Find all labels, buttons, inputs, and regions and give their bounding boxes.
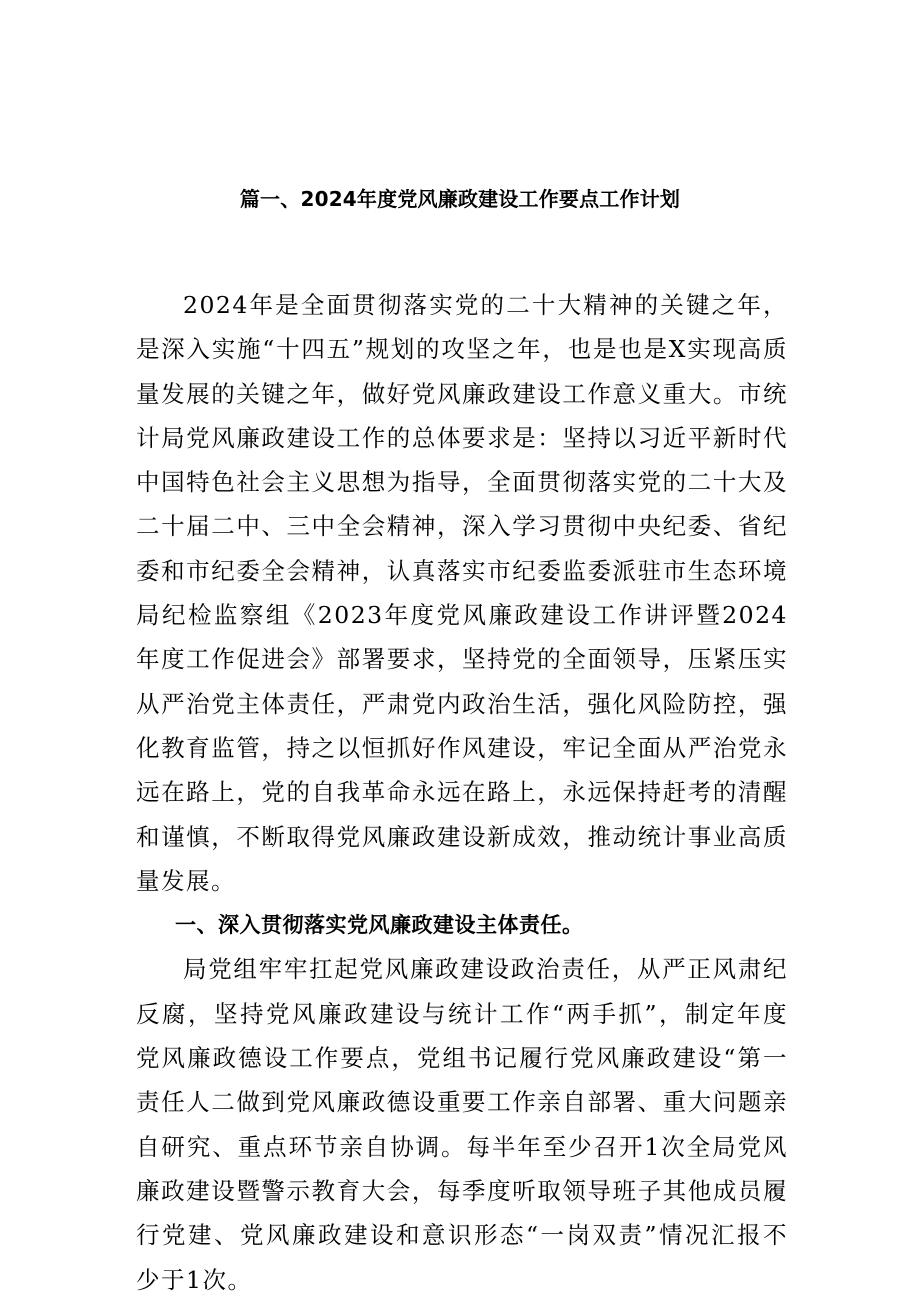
section-heading: 一、深入贯彻落实党风廉政建设主体责任。 <box>175 913 584 938</box>
document-body <box>136 283 788 1302</box>
intro-paragraph: 2024年是全面贯彻落实党的二十大精神的关键之年，是深入实施“十四五”规划的攻坚之年，也是也是X实现高质量发展的关键之年，做好党风廉政建设工作意义重大。市统计局党风廉政建设工作的总体要求是：坚持以习近平新时代中国特色社会主义思想为指导，全面贯彻落实党的二十大及二十届二中、三中全会精神，深入学习贯彻中央纪委、省纪委和市纪委全会精神，认真落实市纪委监委派驻市生态环境局纪检监察组《2023年度党风廉政建设工作讲评暨2024年度工作促进会》部署要求，坚持党的全面领导，压紧压实从严治党主体责任，严肃党内政治生活，强化风险防控，强化教育监管，持之以恒抓好作风建设，牢记全面从严治党永远在路上，党的自我革命永远在路上，永远保持赶考的清醒和谨慎，不断取得党风廉政建设新成效，推动统计事业高质量发展。 <box>136 291 788 895</box>
section-paragraph: 局党组牢牢扛起党风廉政建设政治责任，从严正风肃纪反腐，坚持党风廉政建设与统计工作“两手抓”，制定年度党风廉政德设工作要点，党组书记履行党风廉政建设“第一责任人二做到党风廉政德设重要工作亲自部署、重大问题亲自研究、重点环节亲自协调。每半年至少召开1次全局党风廉政建设暨警示教育大会，每季度听取领导班子其他成员履行党建、党风廉政建设和意识形态“一岗双责”情况汇报不少于1次。 <box>136 955 788 1294</box>
document-title: 篇一、2024年度党风廉政建设工作要点工作计划 <box>239 187 681 211</box>
